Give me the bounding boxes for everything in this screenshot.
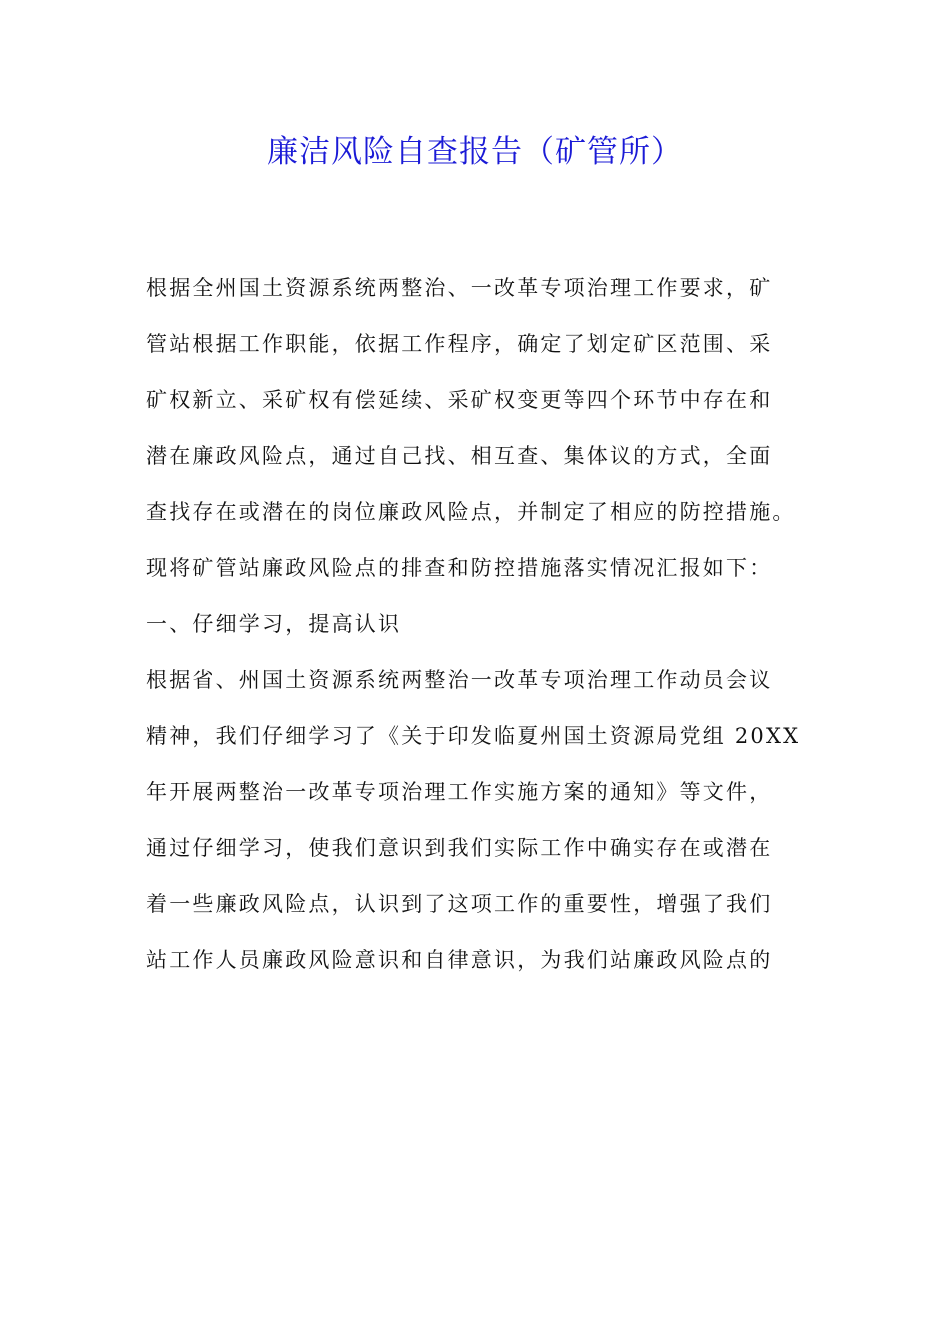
body-line: 年开展两整治一改革专项治理工作实施方案的通知》等文件， xyxy=(146,780,773,804)
body-line: 矿权新立、采矿权有偿延续、采矿权变更等四个环节中存在和 xyxy=(146,388,773,412)
body-line: 根据全州国土资源系统两整治、一改革专项治理工作要求，矿 xyxy=(146,276,773,300)
body-line: 着一些廉政风险点，认识到了这项工作的重要性，增强了我们 xyxy=(146,892,773,916)
section-heading: 一、仔细学习，提高认识 xyxy=(146,612,402,636)
document-body xyxy=(146,260,818,988)
document-title: 廉洁风险自查报告（矿管所） xyxy=(267,134,683,170)
body-line: 潜在廉政风险点，通过自己找、相互查、集体议的方式，全面 xyxy=(146,444,773,468)
body-line: 现将矿管站廉政风险点的排查和防控措施落实情况汇报如下： xyxy=(146,556,773,580)
body-line: 管站根据工作职能，依据工作程序，确定了划定矿区范围、采 xyxy=(146,332,773,356)
body-line: 站工作人员廉政风险意识和自律意识，为我们站廉政风险点的 xyxy=(146,948,773,972)
body-line: 根据省、州国土资源系统两整治一改革专项治理工作动员会议 xyxy=(146,668,773,692)
body-line: 通过仔细学习，使我们意识到我们实际工作中确实存在或潜在 xyxy=(146,836,773,860)
body-line: 精神，我们仔细学习了《关于印发临夏州国土资源局党组 20XX xyxy=(146,724,801,748)
body-line: 查找存在或潜在的岗位廉政风险点，并制定了相应的防控措施。 xyxy=(146,500,796,524)
